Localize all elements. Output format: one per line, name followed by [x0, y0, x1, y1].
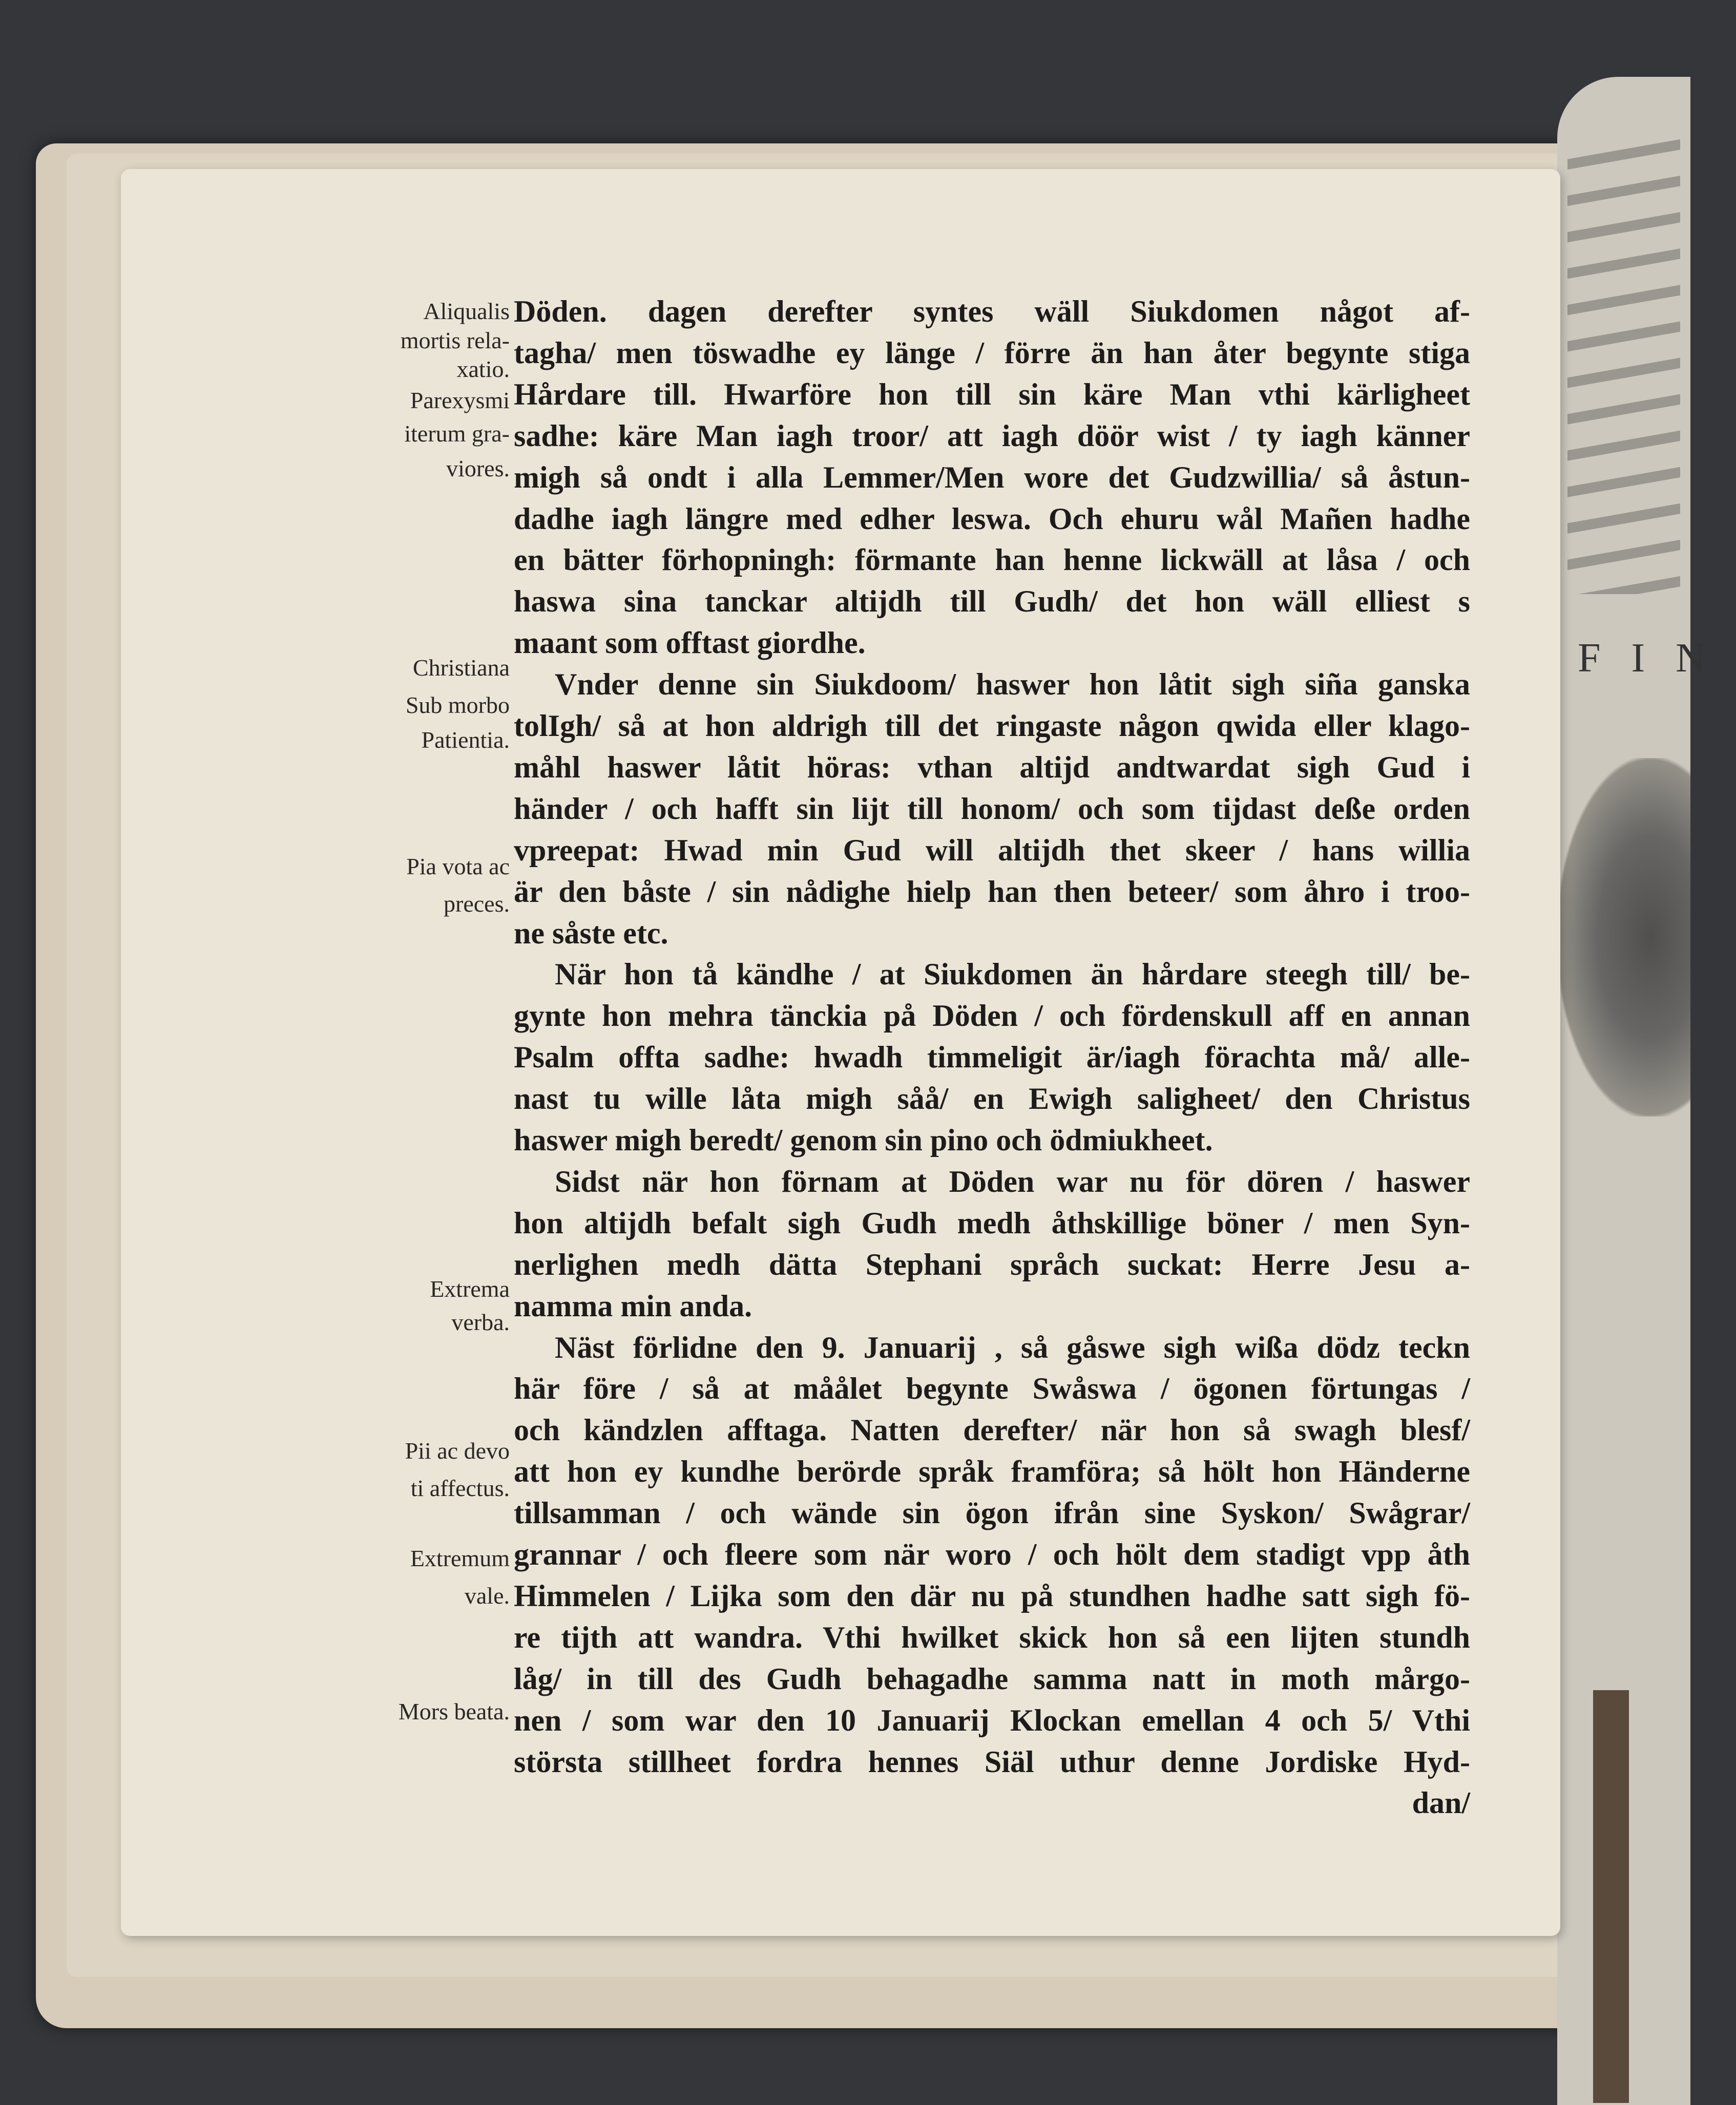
text-line: Näst förlidne den 9. Januarij , så gåswe sigh wißa dödz teckn — [555, 1330, 1470, 1364]
margin-note: ti affectus. — [410, 1475, 510, 1501]
margin-note: preces. — [444, 890, 510, 917]
margin-note: Pii ac devo — [405, 1437, 510, 1464]
text-line: att hon ey kundhe berörde språk framföra; så hölt hon Händerne — [514, 1455, 1470, 1489]
text-line: maant som offtast giordhe. — [514, 626, 866, 660]
text-line: migh så ondt i alla Lemmer/Men wore det Gudzwillia/ så åstun- — [514, 460, 1470, 494]
text-line: Hårdare till. Hwarföre hon till sin käre Man vthi kärligheet — [514, 377, 1470, 411]
margin-note: Mors beata. — [398, 1698, 510, 1725]
text-line: Vnder denne sin Siukdoom/ haswer hon låtit sigh siña ganska — [555, 667, 1470, 702]
text-line: ne såste etc. — [514, 916, 668, 950]
margin-note: Pia vota ac — [406, 853, 510, 880]
margin-note: mortis rela- — [400, 327, 510, 353]
text-line: Psalm offta sadhe: hwadh timmeligit är/iagh förachta må/ alle- — [514, 1040, 1470, 1075]
book-spine — [1593, 1690, 1629, 2103]
text-line: tillsamman / och wände sin ögon ifrån sine Syskon/ Swågrar/ — [514, 1496, 1470, 1530]
text-line: sadhe: käre Man iagh troor/ att iagh döör wist / ty iagh känner — [514, 418, 1470, 453]
text-line: gynte hon mehra tänckia på Döden / och fördenskull aff en annan — [514, 999, 1470, 1033]
text-line: hon altijdh befalt sigh Gudh medh åthskillige böner / men Syn- — [514, 1206, 1470, 1240]
margin-note: Aliqualis — [423, 298, 510, 324]
facing-page-text-blurred — [1567, 133, 1680, 594]
text-line: dadhe iagh längre med edher leswa. Och ehuru wål Mañen hadhe — [514, 501, 1470, 536]
text-line: nen / som war den 10 Januarij Klockan emellan 4 och 5/ Vthi — [514, 1703, 1470, 1737]
margin-note: Extremum — [410, 1545, 510, 1572]
margin-note: viores. — [446, 455, 510, 482]
margin-note: Extrema — [430, 1276, 510, 1302]
text-line: När hon tå kändhe / at Siukdomen än hårdare steegh till/ be- — [555, 957, 1470, 992]
text-line: tolIgh/ så at hon aldrigh till det ringaste någon qwida eller klago- — [514, 709, 1470, 743]
text-line: och kändzlen afftaga. Natten derefter/ när hon så swagh blesf/ — [514, 1413, 1470, 1447]
text-line: en bätter förhopningh: förmante han henne lickwäll at låsa / och — [514, 543, 1470, 577]
margin-note: Sub morbo — [405, 691, 510, 718]
text-line: grannar / och fleere som när woro / och hölt dem stadigt vpp åth — [514, 1538, 1470, 1571]
text-line: haswa sina tanckar altijdh till Gudh/ det hon wäll elliest s — [514, 584, 1470, 619]
margin-note: iterum gra- — [404, 420, 510, 447]
text-line: re tijth att wandra. Vthi hwilket skick hon så een lijten stundh — [514, 1620, 1470, 1654]
text-line: haswer migh beredt/ genom sin pino och ödmiukheet. — [514, 1123, 1213, 1157]
margin-note: vale. — [464, 1582, 510, 1609]
text-line: dan/ — [1412, 1786, 1470, 1820]
margin-note: Christiana — [412, 654, 510, 681]
text-line: är den båste / sin nådighe hielp han then beteer/ som åhro i troo- — [514, 874, 1470, 909]
text-line: låg/ in till des Gudh behagadhe samma natt in moth mårgo- — [514, 1661, 1470, 1696]
margin-note: Parexysmi — [410, 387, 510, 413]
text-line: Sidst när hon förnam at Döden war nu för dören / haswer — [555, 1164, 1470, 1198]
text-line: Himmelen / Lijka som den där nu på stundhen hadhe satt sigh fö- — [514, 1578, 1470, 1613]
margin-note: xatio. — [456, 356, 510, 383]
text-line: här före / så at måålet begynte Swåswa / ögonen förtungas / — [514, 1372, 1470, 1406]
text-line: måhl haswer låtit höras: vthan altijd andtwardat sigh Gud i — [514, 750, 1470, 784]
text-line: nast tu wille låta migh såå/ en Ewigh saligheet/ den Christus — [514, 1082, 1470, 1116]
text-line: Döden. dagen derefter syntes wäll Siukdomen något af- — [514, 294, 1470, 328]
text-line: namma min anda. — [514, 1289, 752, 1323]
facing-page-ornament — [1557, 758, 1690, 1117]
margin-note: verba. — [451, 1309, 510, 1335]
margin-note: Patientia. — [421, 727, 510, 753]
text-line: nerlighen medh dätta Stephani språch suckat: Herre Jesu a- — [514, 1247, 1470, 1281]
text-line: största stillheet fordra hennes Siäl uthur denne Jordiske Hyd- — [514, 1744, 1470, 1779]
text-line: händer / och hafft sin lijt till honom/ och som tijdast deße orden — [514, 791, 1470, 826]
text-line: vpreepat: Hwad min Gud will altijdh thet skeer / hans willia — [514, 833, 1470, 867]
facing-page-fin: FIN — [1578, 636, 1736, 681]
text-line: tagha/ men töswadhe ey länge / förre än han åter begynte stiga — [514, 335, 1470, 370]
